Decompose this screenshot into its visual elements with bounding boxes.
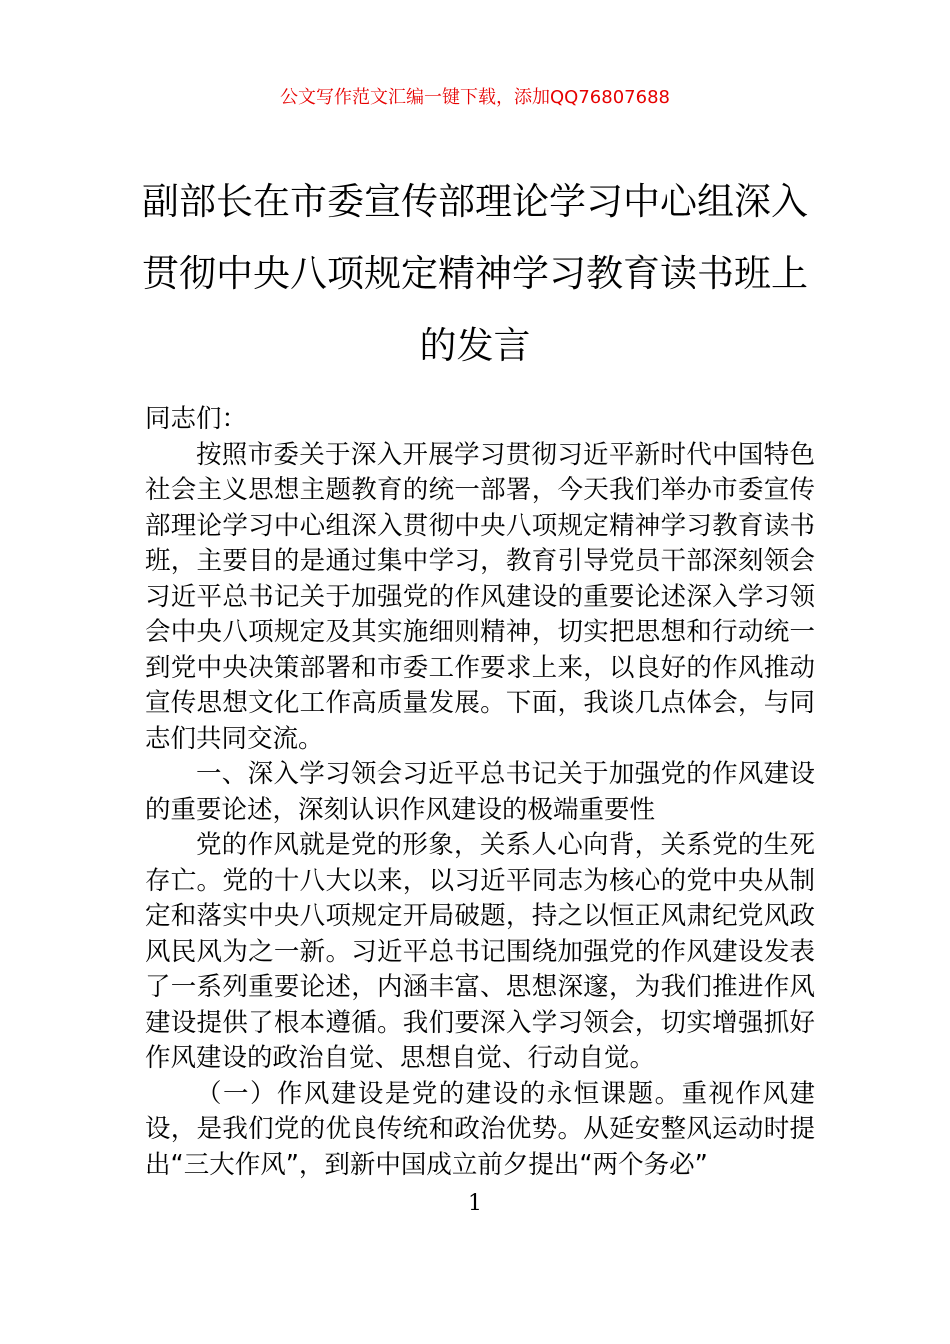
document-title [130, 166, 820, 382]
paragraph-subsection-1: （一）作风建设是党的建设的永恒课题。重视作风建设，是我们党的优良传统和政治优势。从延安整风运动时提出“三大作风”，到新中国成立前夕提出“两个务必” [145, 1078, 815, 1180]
paragraph-intro: 按照市委关于深入开展学习贯彻习近平新时代中国特色社会主义思想主题教育的统一部署，今天我们举办市委宣传部理论学习中心组深入贯彻中央八项规定精神学习教育读书班，主要目的是通过集中学习，教育引导党员干部深刻领会习近平总书记关于加强党的作风建设的重要论述深入学习领会中央八项规定及其实施细则精神，切实把思想和行动统一到党中央决策部署和市委工作要求上来，以良好的作风推动宣传思想文化工作高质量发展。下面，我谈几点体会，与同志们共同交流。 [145, 439, 815, 754]
download-watermark: 公文写作范文汇编一键下载，添加QQ76807688 [280, 87, 670, 108]
paragraph-section-1: 党的作风就是党的形象，关系人心向背，关系党的生死存亡。党的十八大以来，以习近平同志为核心的党中央从制定和落实中央八项规定开局破题，持之以恒正风肃纪党风政风民风为之一新。习近平总书记围绕加强党的作风建设发表了一系列重要论述，内涵丰富、思想深邃，为我们推进作风建设提供了根本遵循。我们要深入学习领会，切实增强抓好作风建设的政治自觉、思想自觉、行动自觉。 [145, 830, 815, 1073]
salutation: 同志们： [145, 404, 248, 434]
title-line-2: 贯彻中央八项规定精神学习教育读书班上 [142, 252, 808, 295]
section-heading-1: 一、深入学习领会习近平总书记关于加强党的作风建设的重要论述，深刻认识作风建设的极端重要性 [145, 759, 815, 825]
page-number: 1 [468, 1191, 482, 1216]
title-line-1: 副部长在市委宣传部理论学习中心组深入 [142, 180, 808, 223]
document-body [145, 402, 815, 1183]
title-line-3: 的发言 [419, 324, 531, 367]
